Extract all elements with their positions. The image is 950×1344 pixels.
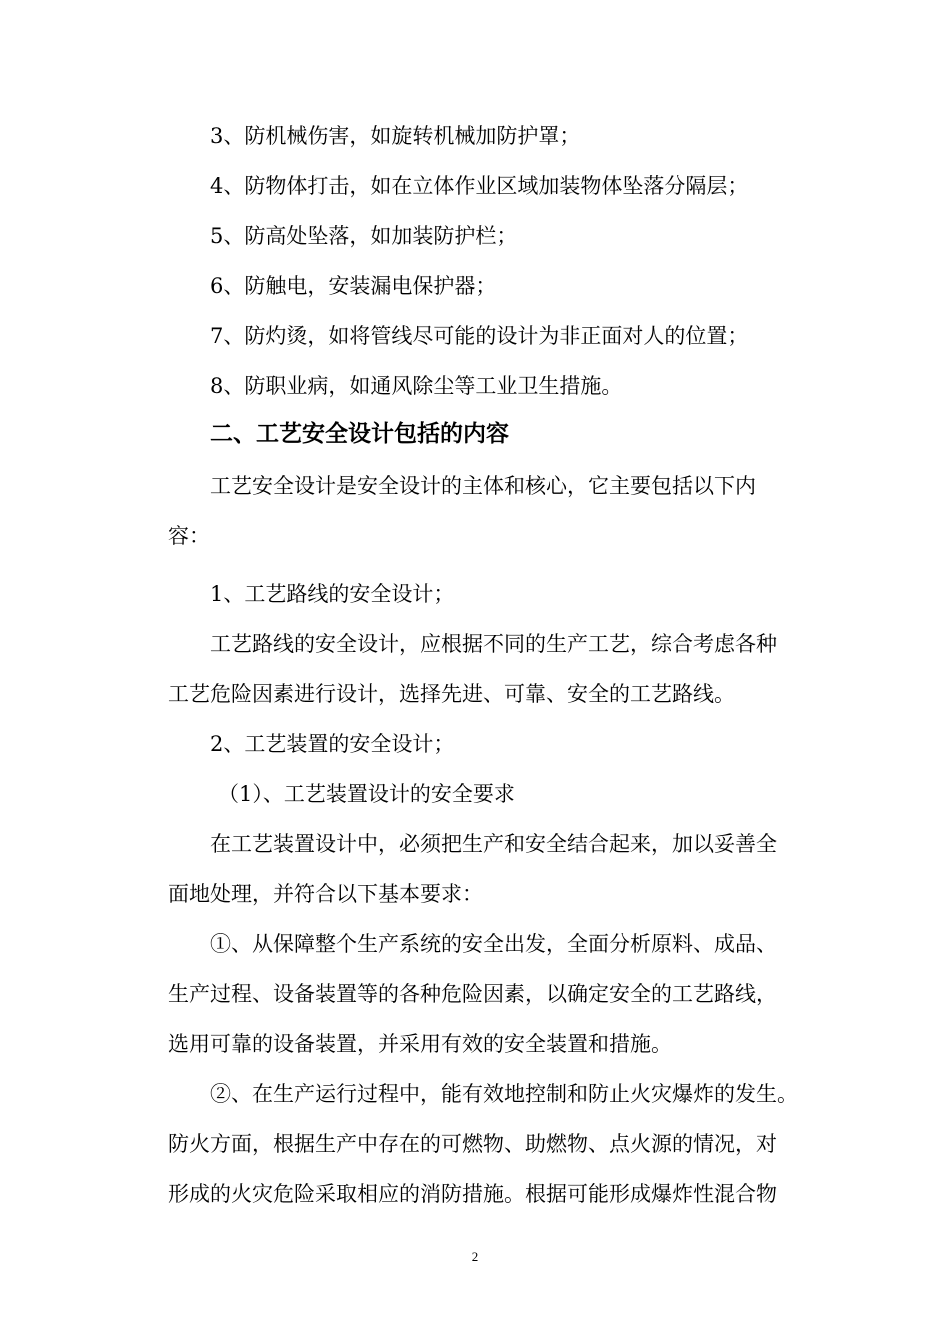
paragraph-line: ①、从保障整个生产系统的安全出发，全面分析原料、成品、 [210, 932, 777, 956]
paragraph-line: 面地处理，并符合以下基本要求： [168, 882, 483, 906]
list-item-occupational-disease: 8、防职业病，如通风除尘等工业卫生措施。 [210, 374, 623, 398]
subsection-title: （1）、工艺装置设计的安全要求 [218, 782, 515, 806]
list-item-burns: 7、防灼烫，如将管线尽可能的设计为非正面对人的位置； [210, 324, 749, 348]
paragraph-line: 工艺路线的安全设计，应根据不同的生产工艺，综合考虑各种 [210, 632, 777, 656]
paragraph-line: 容： [168, 524, 210, 548]
paragraph-line: 工艺危险因素进行设计，选择先进、可靠、安全的工艺路线。 [168, 682, 735, 706]
paragraph-line: 防火方面，根据生产中存在的可燃物、助燃物、点火源的情况，对 [168, 1132, 777, 1156]
paragraph-line: 在工艺装置设计中，必须把生产和安全结合起来，加以妥善全 [210, 832, 777, 856]
list-item-mechanical: 3、防机械伤害，如旋转机械加防护罩； [210, 124, 581, 148]
item-title: 2、工艺装置的安全设计； [210, 732, 455, 756]
paragraph-line: 生产过程、设备装置等的各种危险因素，以确定安全的工艺路线， [168, 982, 777, 1006]
paragraph-line: 形成的火灾危险采取相应的消防措施。根据可能形成爆炸性混合物 [168, 1182, 777, 1206]
paragraph-line: 选用可靠的设备装置，并采用有效的安全装置和措施。 [168, 1032, 672, 1056]
list-item-height-fall: 5、防高处坠落，如加装防护栏； [210, 224, 518, 248]
paragraph-line: ②、在生产运行过程中，能有效地控制和防止火灾爆炸的发生。 [210, 1082, 798, 1106]
list-item-falling-objects: 4、防物体打击，如在立体作业区域加装物体坠落分隔层； [210, 174, 749, 198]
paragraph-line: 工艺安全设计是安全设计的主体和核心，它主要包括以下内 [210, 474, 756, 498]
list-item-electric-shock: 6、防触电，安装漏电保护器； [210, 274, 497, 298]
item-title: 1、工艺路线的安全设计； [210, 582, 455, 606]
page-number: 2 [471, 1249, 479, 1264]
section-heading: 二、工艺安全设计包括的内容 [210, 421, 509, 447]
